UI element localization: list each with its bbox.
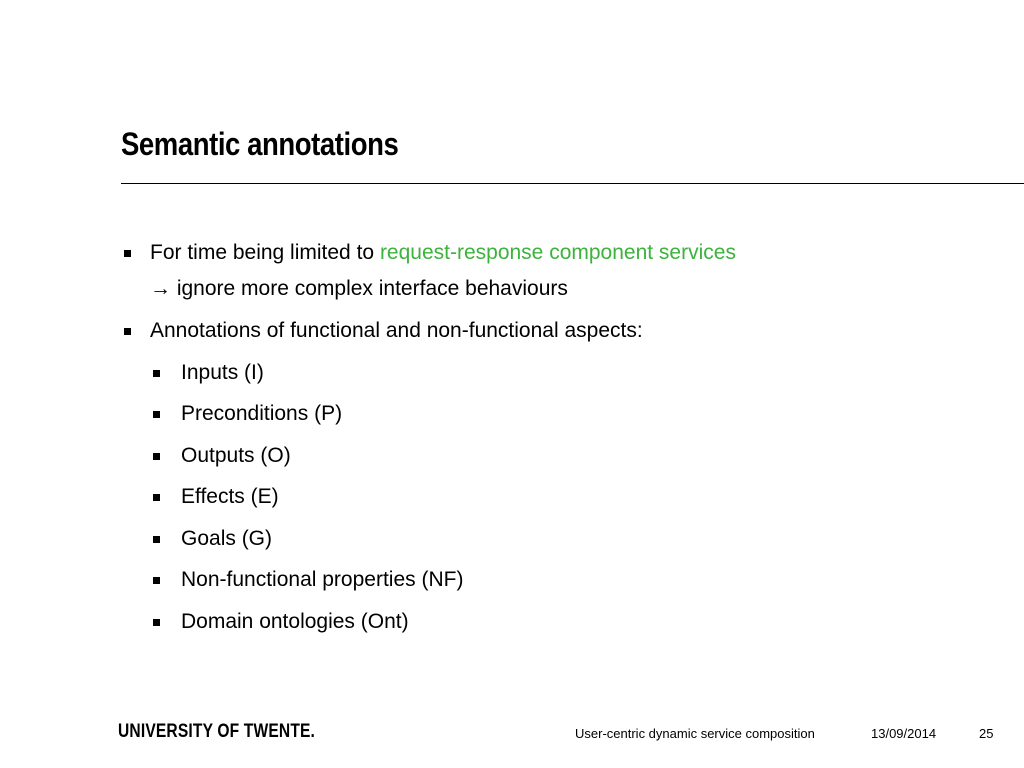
highlighted-text: request-response component services	[379, 241, 736, 264]
sub-bullet-text: Goals (G)	[181, 527, 273, 550]
bullet-marker-icon	[124, 328, 131, 335]
bullet-item	[150, 241, 736, 265]
sub-bullet-item	[181, 527, 272, 551]
bullet-text: For time being limited to	[150, 241, 380, 264]
bullet-marker-icon	[153, 494, 160, 501]
bullet-marker-icon	[124, 250, 131, 257]
sub-bullet-item	[181, 361, 264, 385]
sub-bullet-text: Non-functional properties (NF)	[181, 568, 464, 591]
sub-bullet-text: Inputs (I)	[181, 361, 264, 384]
bullet-marker-icon	[153, 619, 160, 626]
bullet-marker-icon	[153, 536, 160, 543]
sub-bullet-text: Outputs (O)	[181, 444, 291, 467]
sub-bullet-item	[181, 568, 463, 592]
sub-bullet-item	[181, 610, 409, 634]
bullet-marker-icon	[153, 370, 160, 377]
bullet-item	[150, 319, 643, 343]
bullet-continuation-text: → ignore more complex interface behaviours	[150, 277, 568, 300]
bullet-continuation	[150, 277, 568, 301]
bullet-marker-icon	[153, 453, 160, 460]
university-logo: UNIVERSITY OF TWENTE.	[118, 721, 316, 742]
sub-bullet-item	[181, 402, 342, 426]
sub-bullet-item	[181, 444, 291, 468]
sub-bullet-text: Preconditions (P)	[181, 402, 343, 425]
sub-bullet-text: Effects (E)	[181, 485, 279, 508]
footer-subject: User-centric dynamic service composition	[575, 726, 815, 741]
bullet-marker-icon	[153, 411, 160, 418]
sub-bullet-text: Domain ontologies (Ont)	[181, 610, 409, 633]
footer-date: 13/09/2014	[871, 726, 937, 741]
bullet-marker-icon	[153, 577, 160, 584]
bullet-text: Annotations of functional and non-functional aspects:	[150, 319, 643, 342]
page-number: 25	[979, 726, 994, 741]
sub-bullet-item	[181, 485, 279, 509]
slide-title: Semantic annotations	[121, 126, 399, 162]
